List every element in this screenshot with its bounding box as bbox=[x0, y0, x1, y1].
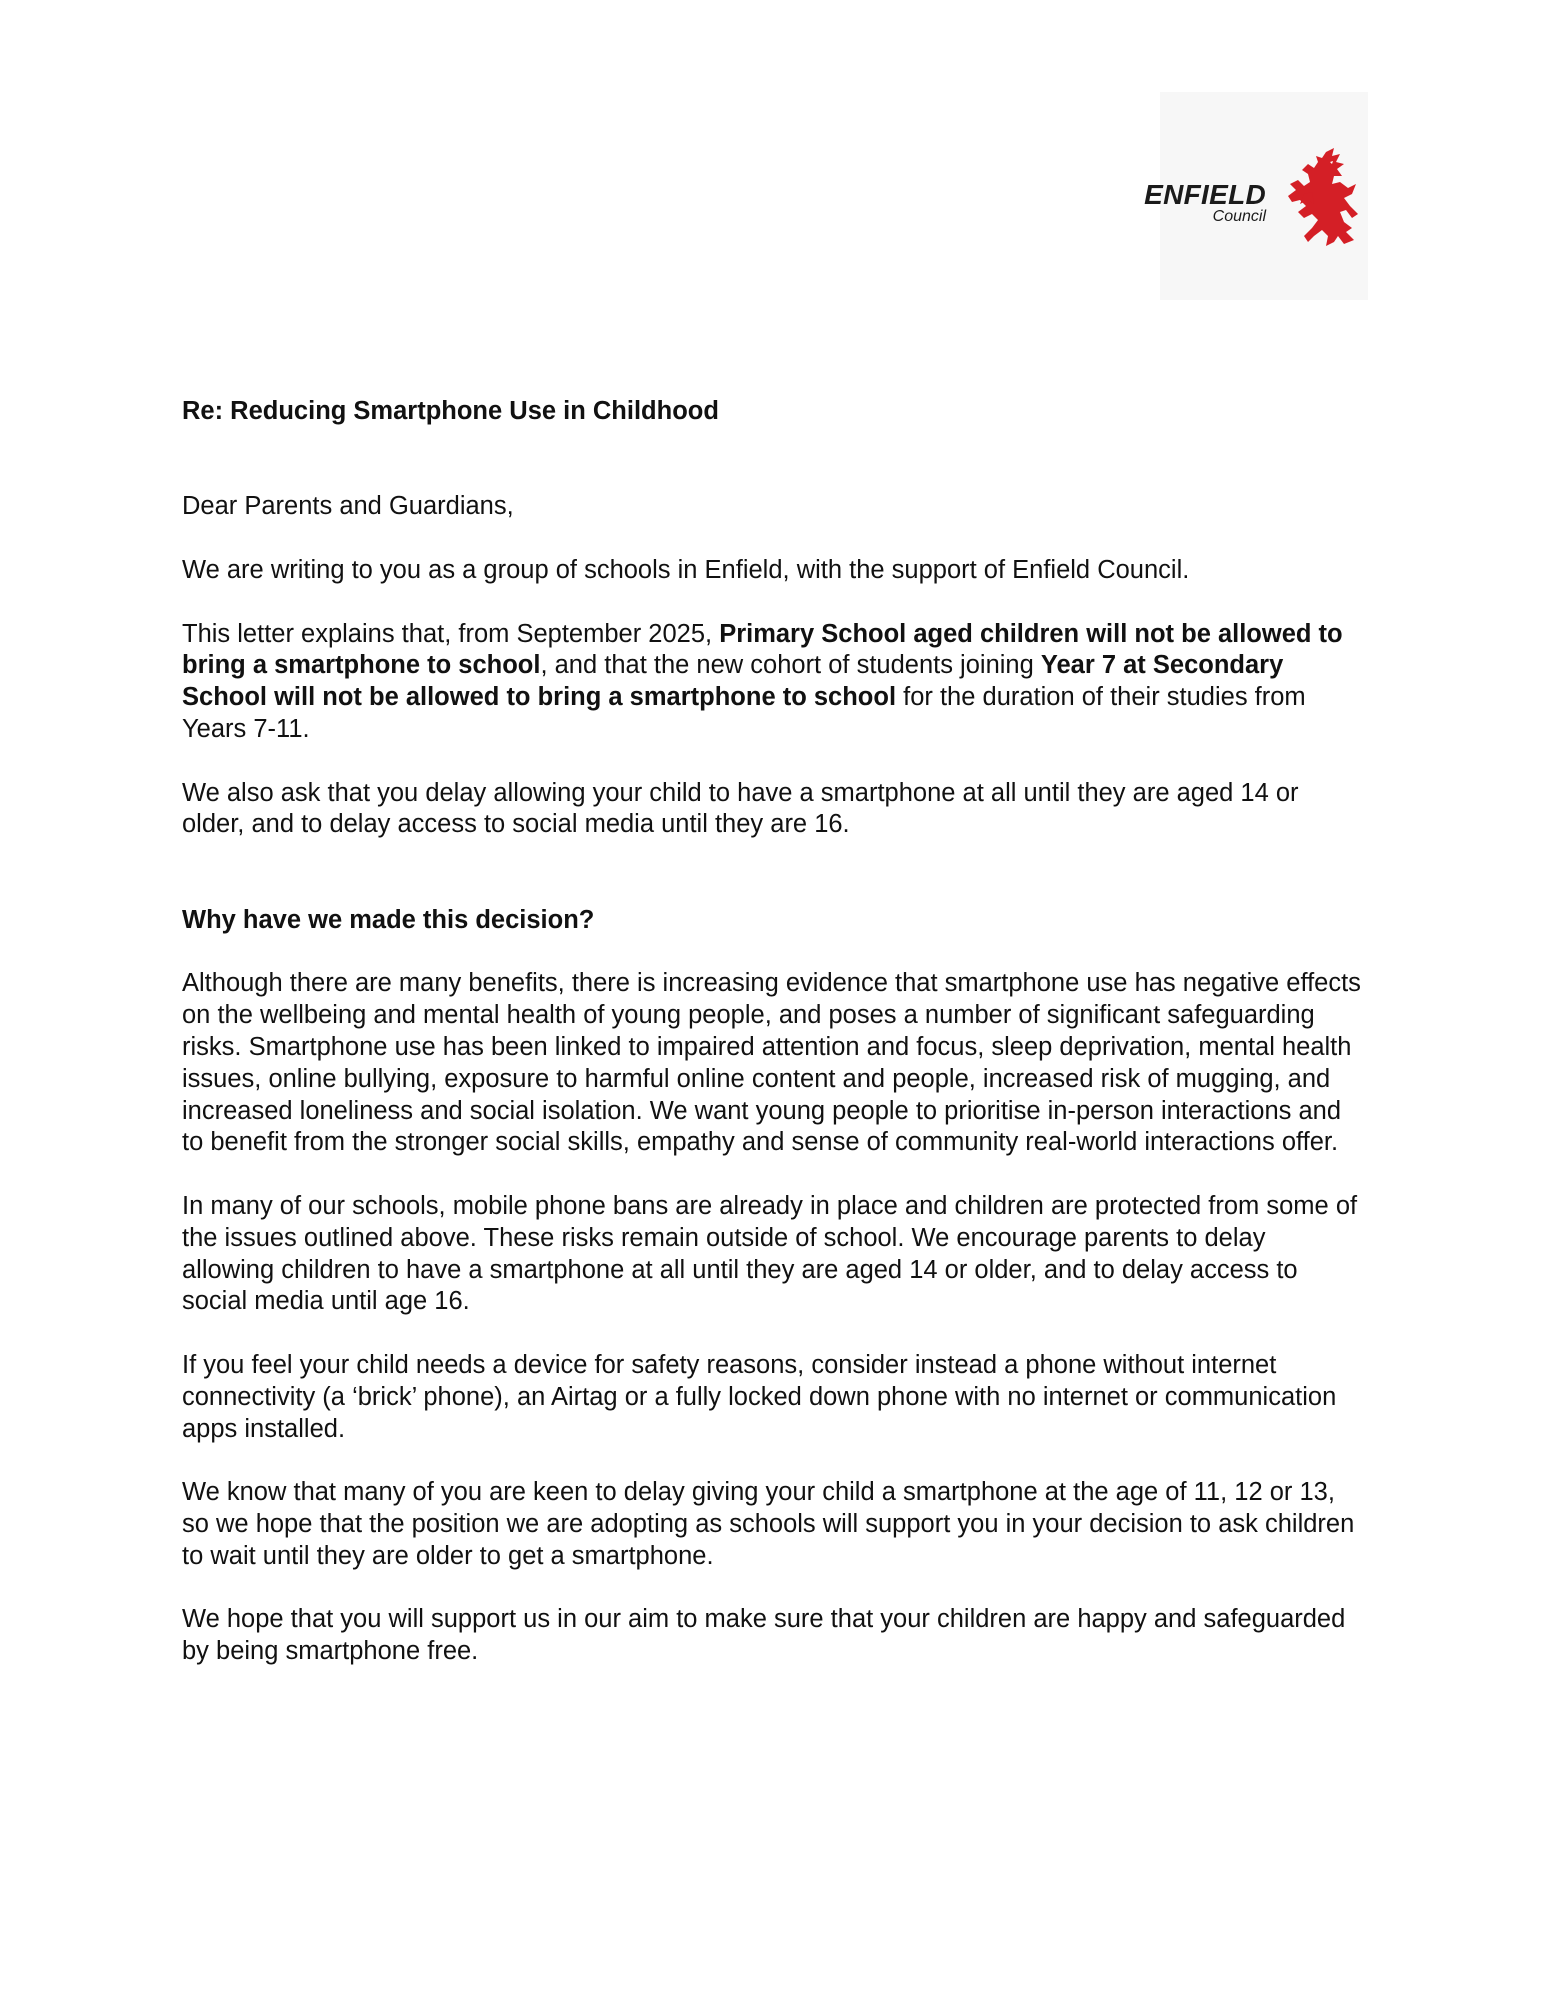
paragraph-intro: We are writing to you as a group of schools in Enfield, with the support of Enfield Council. bbox=[182, 555, 1190, 584]
policy-year7-bold: Year 7 at Secondary School will not be allowed to bring a smartphone to school bbox=[182, 651, 1284, 712]
enfield-council-logo bbox=[1144, 92, 1368, 300]
policy-primary-bold: Primary School aged children will not be allowed to bring a smartphone to school bbox=[182, 619, 1343, 680]
section-heading: Why have we made this decision? bbox=[182, 905, 595, 934]
paragraph-request: We also ask that you delay allowing your child to have a smartphone at all until they are aged 14 or older, and to delay access to social media until they are 16. bbox=[182, 778, 1299, 839]
policy-text-2: , and that the new cohort of students joining bbox=[540, 651, 1041, 680]
paragraph-support: We know that many of you are keen to delay giving your child a smartphone at the age of 11, 12 or 13, so we hope that the position we are adopting as schools will support you in your decision to ask children to wait until they are older to get a smartphone. bbox=[182, 1478, 1355, 1570]
logo-subtitle: Council bbox=[1212, 208, 1266, 225]
letter-subject: Re: Reducing Smartphone Use in Childhood bbox=[182, 397, 719, 425]
red-dragon-icon bbox=[1282, 148, 1360, 248]
paragraph-evidence: Although there are many benefits, there is increasing evidence that smartphone use has negative effects on the wellbeing and mental health of young people, and poses a number of significant safeguarding risks. Smartphone use has been linked to impaired attention and focus, sleep deprivation, mental health issues, online bullying, exposure to harmful online content and people, increased risk of mugging, and increased loneliness and social isolation. We want young people to prioritise in-person interactions and to benefit from the stronger social skills, empathy and sense of community real-world interactions offer. bbox=[182, 969, 1361, 1157]
logo-name: ENFIELD bbox=[1144, 179, 1266, 210]
policy-text-1: This letter explains that, from September 2025, bbox=[182, 619, 720, 648]
policy-text-3: for the duration of their studies from Years 7-11. bbox=[182, 683, 1306, 743]
paragraph-safety: If you feel your child needs a device for safety reasons, consider instead a phone without internet connectivity (a ‘brick’ phone), an Airtag or a fully locked down phone with no internet or communication apps installed. bbox=[182, 1350, 1337, 1443]
letter-body bbox=[182, 396, 1362, 1700]
letter-salutation: Dear Parents and Guardians, bbox=[182, 492, 514, 521]
paragraph-policy bbox=[182, 619, 1362, 746]
paragraph-closing: We hope that you will support us in our aim to make sure that your children are happy and safeguarded by being smartphone free. bbox=[182, 1605, 1346, 1666]
paragraph-schools: In many of our schools, mobile phone bans are already in place and children are protected from some of the issues outlined above. These risks remain outside of school. We encourage parents to delay allowing children to have a smartphone at all until they are aged 14 or older, and to delay access to social media until age 16. bbox=[182, 1191, 1358, 1316]
